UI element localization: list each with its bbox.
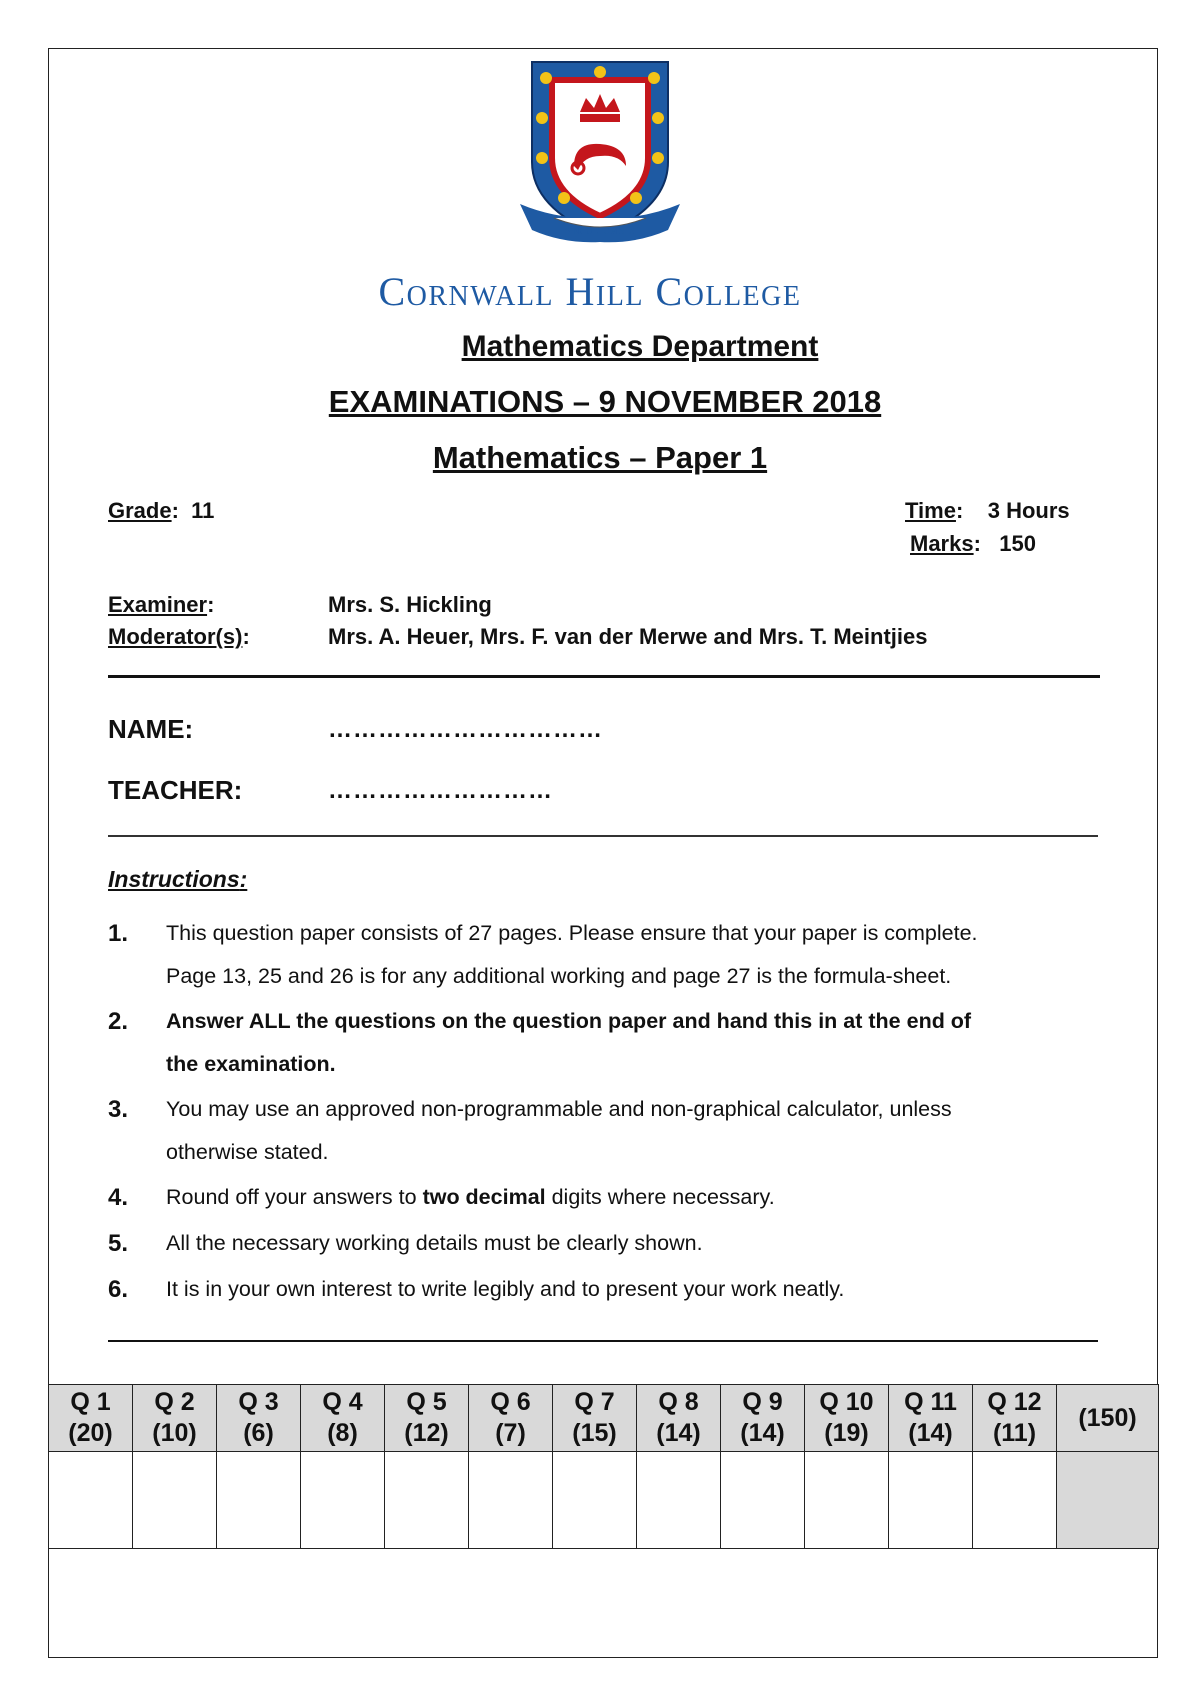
score-cell[interactable]	[973, 1452, 1057, 1549]
marks-value: 150	[999, 531, 1036, 556]
time-value: 3 Hours	[987, 498, 1070, 523]
question-header: Q 11 (14)	[889, 1385, 973, 1452]
instruction-5	[108, 1222, 1098, 1265]
instruction-number: 3.	[108, 1096, 129, 1123]
instructions-divider	[108, 1340, 1098, 1342]
question-header: Q 10 (19)	[805, 1385, 889, 1452]
instruction-number: 6.	[108, 1276, 129, 1303]
candidate-divider	[108, 835, 1098, 837]
instruction-text: Answer ALL the questions on the question paper and hand this in at the end of the examination.	[166, 1009, 972, 1076]
question-header: Q 12 (11)	[973, 1385, 1057, 1452]
teacher-label: TEACHER:	[108, 775, 243, 805]
marks-label: Marks	[910, 531, 974, 556]
score-cell[interactable]	[133, 1452, 217, 1549]
crest-motto: SINGULI OMNES	[565, 226, 635, 236]
score-cell[interactable]	[385, 1452, 469, 1549]
instruction-1	[108, 912, 1098, 998]
score-cell[interactable]	[301, 1452, 385, 1549]
examiner-label: Examiner	[108, 592, 208, 617]
instruction-number: 4.	[108, 1184, 129, 1211]
question-header: Q 5 (12)	[385, 1385, 469, 1452]
marks-table	[48, 1384, 1159, 1549]
question-header: Q 1 (20)	[49, 1385, 133, 1452]
grade-value: 11	[191, 498, 215, 523]
time-label: Time	[905, 498, 956, 523]
moderator-field: Moderator(s):	[108, 624, 250, 649]
instruction-2	[108, 1000, 1098, 1086]
score-cell[interactable]	[469, 1452, 553, 1549]
score-cell[interactable]	[553, 1452, 637, 1549]
instruction-text: All the necessary working details must be clearly shown.	[166, 1231, 703, 1255]
instruction-number: 2.	[108, 1008, 129, 1035]
department-title: Mathematics Department	[461, 330, 819, 363]
instruction-number: 5.	[108, 1230, 129, 1257]
header-divider	[108, 675, 1100, 678]
marks-score-row	[49, 1452, 1159, 1549]
college-crest-logo	[518, 58, 682, 246]
instruction-text: This question paper consists of 27 pages. Please ensure that your paper is complete. Page 13, 25 and 26 is for any additional working and page 27 is the formula-sheet.	[166, 921, 978, 988]
examiner-value: Mrs. S. Hickling	[328, 592, 492, 617]
instruction-number: 1.	[108, 920, 129, 947]
total-score-cell[interactable]	[1057, 1452, 1159, 1549]
moderator-label: Moderator(s)	[108, 624, 243, 649]
moderator-value: Mrs. A. Heuer, Mrs. F. van der Merwe and Mrs. T. Meintjies	[328, 624, 928, 649]
score-cell[interactable]	[49, 1452, 133, 1549]
total-header: (150)	[1057, 1385, 1159, 1452]
question-header: Q 8 (14)	[637, 1385, 721, 1452]
instruction-4	[108, 1176, 1098, 1219]
grade-label: Grade	[108, 498, 172, 523]
instruction-text: You may use an approved non-programmable and non-graphical calculator, unless otherwise stated.	[166, 1097, 952, 1164]
marks-header-row	[49, 1385, 1159, 1452]
name-line[interactable]: ……………………………	[328, 716, 603, 743]
name-label: NAME:	[108, 714, 194, 744]
instruction-6	[108, 1268, 1098, 1311]
grade-field: Grade: 11	[108, 498, 215, 523]
paper-title: Mathematics – Paper 1	[432, 440, 768, 475]
question-header: Q 3 (6)	[217, 1385, 301, 1452]
question-header: Q 9 (14)	[721, 1385, 805, 1452]
college-name: Cornwall Hill College	[378, 269, 802, 314]
instruction-3	[108, 1088, 1098, 1174]
examiner-field: Examiner:	[108, 592, 215, 617]
question-header: Q 6 (7)	[469, 1385, 553, 1452]
score-cell[interactable]	[805, 1452, 889, 1549]
time-field: Time: 3 Hours	[905, 498, 1070, 523]
question-header: Q 2 (10)	[133, 1385, 217, 1452]
exam-title: EXAMINATIONS – 9 NOVEMBER 2018	[328, 384, 882, 419]
question-header: Q 7 (15)	[553, 1385, 637, 1452]
score-cell[interactable]	[217, 1452, 301, 1549]
score-cell[interactable]	[889, 1452, 973, 1549]
instruction-text: It is in your own interest to write legibly and to present your work neatly.	[166, 1277, 845, 1301]
teacher-line[interactable]: ………………………	[328, 777, 553, 804]
score-cell[interactable]	[721, 1452, 805, 1549]
marks-field: Marks: 150	[910, 531, 1036, 556]
score-cell[interactable]	[637, 1452, 721, 1549]
instructions-title: Instructions:	[108, 866, 248, 892]
question-header: Q 4 (8)	[301, 1385, 385, 1452]
instruction-text: Round off your answers to two decimal digits where necessary.	[166, 1185, 775, 1209]
